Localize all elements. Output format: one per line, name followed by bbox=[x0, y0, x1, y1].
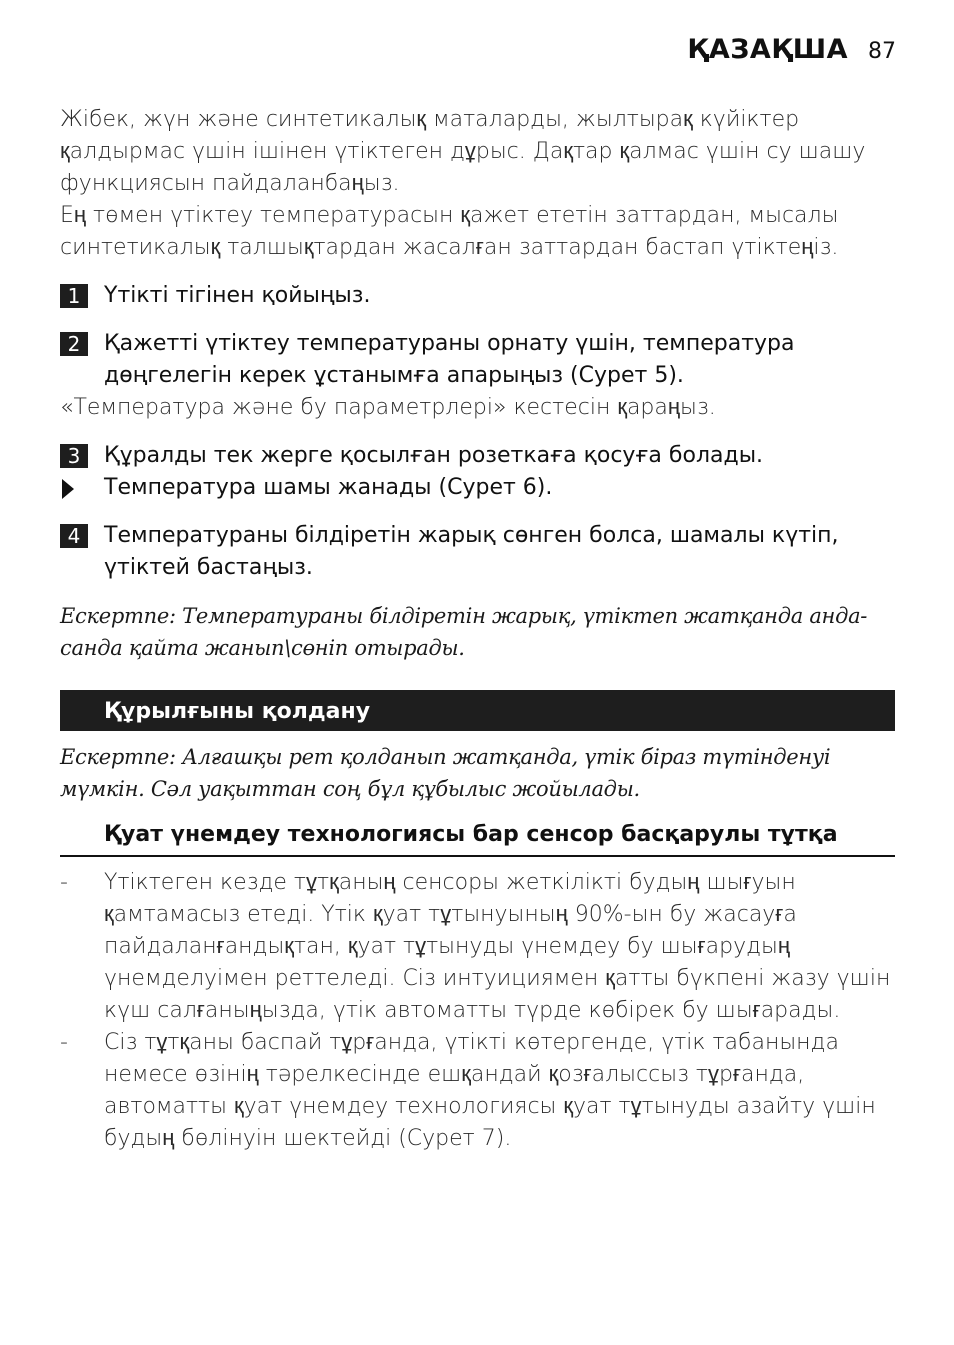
list-item-text: Сіз тұтқаны баспай тұрғанда, үтікті көтергенде, үтік табанында немесе өзінің тәрелкесінде ешқандай қозғалыссыз тұрғанда, автоматты қуат үнемдеу технологиясы қуат тұтынуды азайту үшін будың бөлінуін шектейді (Сурет 7). bbox=[104, 1030, 876, 1151]
subheading: Қуат үнемдеу технологиясы бар сенсор басқарулы тұтқа bbox=[60, 819, 895, 857]
step-text: Қажетті үтіктеу температураны орнату үшін, температура дөңгелегін керек ұстанымға апарыңыз (Сурет 5). bbox=[104, 331, 795, 388]
step-text: Үтікті тігінен қойыңыз. bbox=[104, 283, 371, 308]
list-item bbox=[60, 1027, 895, 1155]
intro-paragraph-2: Ең төмен үтіктеу температурасын қажет ететін заттардан, мысалы синтетикалық талшықтардан жасалған заттардан бастап үтіктеңіз. bbox=[60, 203, 839, 260]
section-title-bar: Құрылғыны қолдану bbox=[60, 690, 895, 731]
dash-marker: - bbox=[60, 870, 68, 895]
step-3 bbox=[60, 440, 895, 472]
language-heading: ҚАЗАҚША bbox=[687, 34, 848, 65]
page-content bbox=[60, 104, 895, 1155]
page-header bbox=[687, 34, 896, 65]
step-text: Құралды тек жерге қосылған розеткаға қосуға болады. bbox=[104, 443, 764, 468]
step-number-badge: 4 bbox=[60, 524, 88, 548]
list-item-text: Үтіктеген кезде тұтқаның сенсоры жеткілікті будың шығуын қамтамасыз етеді. Үтік қуат тұтынуының 90%-ын бу жасауға пайдаланғандықтан, қуат тұтынуды үнемдеу бу шығарудың үнемделуімен реттеледі. Сіз интуициямен қатты бүкпені жазу үшін күш салғаныңызда, үтік автоматты түрде көбірек бу шығарады. bbox=[104, 870, 891, 1023]
step-2-reference: «Температура және бу параметрлері» кестесін қараңыз. bbox=[60, 395, 716, 420]
page-number: 87 bbox=[868, 39, 896, 64]
dash-marker: - bbox=[60, 1030, 68, 1055]
list-item bbox=[60, 867, 895, 1027]
note-temperature-light: Ескертпе: Температураны білдіретін жарық, үтіктеп жатқанда анда-санда қайта жанып\сөніп отырады. bbox=[60, 604, 868, 660]
result-text: Температура шамы жанады (Сурет 6). bbox=[104, 475, 553, 500]
step-number-badge: 1 bbox=[60, 284, 88, 308]
step-3-result bbox=[60, 472, 895, 504]
step-text: Температураны білдіретін жарық сөнген болса, шамалы күтіп, үтіктей бастаңыз. bbox=[104, 523, 839, 580]
step-number-badge: 2 bbox=[60, 332, 88, 356]
note-first-use: Ескертпе: Алғашқы рет қолданып жатқанда, үтік біраз түтінденуі мүмкін. Сәл уақыттан соң бұл құбылыс жойылады. bbox=[60, 745, 831, 801]
step-1 bbox=[60, 280, 895, 312]
step-number-badge: 3 bbox=[60, 444, 88, 468]
triangle-bullet-icon bbox=[60, 479, 76, 499]
step-2 bbox=[60, 328, 895, 392]
step-4 bbox=[60, 520, 895, 584]
intro-paragraph-1: Жібек, жүн және синтетикалық маталарды, жылтырақ күйіктер қалдырмас үшін ішінен үтіктеген дұрыс. Дақтар қалмас үшін су шашу функциясын пайдаланбаңыз. bbox=[60, 107, 866, 196]
